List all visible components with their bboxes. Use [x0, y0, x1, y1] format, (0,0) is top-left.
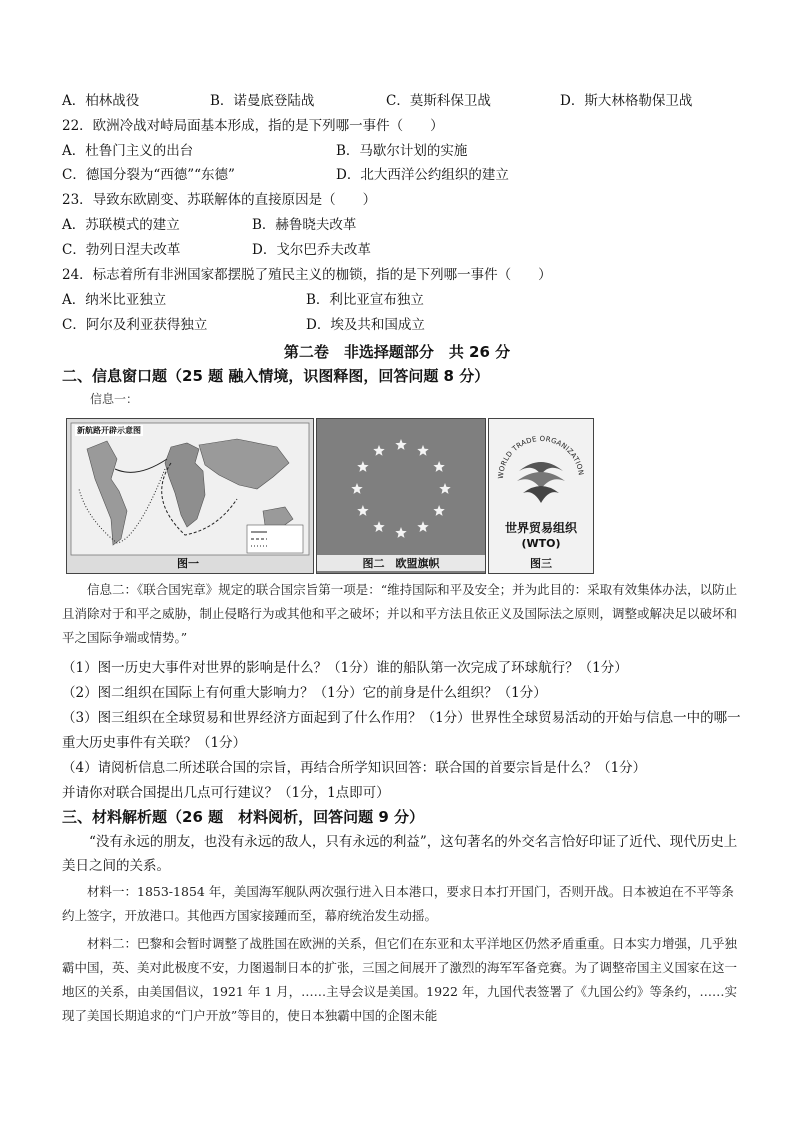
q25-sub-2: （2）图二组织在国际上有何重大影响力？（1分）它的前身是什么组织？（1分） — [62, 685, 547, 701]
figure-1-caption: 图一 — [177, 557, 199, 570]
info2-text: 信息二：《联合国宪章》规定的联合国宗旨第一项是：“维持国际和平及安全；并为此目的：采取有效集体办法，以防止且消除对于和平之威胁，制止侵略行为或其他和平之破坏；并以和平方法且依正义及国际法之原则，调整或解决足以破坏和平之国际争端或情势。” — [62, 582, 738, 645]
q24-option-d: D．埃及共和国成立 — [306, 317, 425, 333]
q21-option-d: D．斯大林格勒保卫战 — [560, 93, 693, 109]
figure-3-caption: 图三 — [530, 557, 552, 570]
material-2: 材料二：巴黎和会暂时调整了战胜国在欧洲的关系，但它们在东亚和太平洋地区仍然矛盾重重。日本实力增强，几乎独霸中国，英、美对此极度不安，力图遏制日本的扩张，三国之间展开了激烈的海军军备竞赛。为了调整帝国主义国家在这一地区的关系，由美国倡议，1921 年 1 月，……主导会议是美国。1922 年，九国代表签署了《九国公约》等条约，……实现了美国长期追求的“门户开放”等目的，使日本独霸中国的企图未能 — [62, 936, 738, 1023]
wto-arc-text: WORLD TRADE ORGANIZATION — [496, 434, 585, 480]
section3-intro: “没有永远的朋友，也没有永远的敌人，只有永远的利益”，这句著名的外交名言恰好印证了近代、现代历史上美日之间的关系。 — [62, 834, 738, 874]
q25-questions — [62, 656, 742, 806]
q21-option-a: A．柏林战役 — [62, 93, 140, 109]
q25-sub-5: 并请你对联合国提出几点可行建议？（1分，1点即可） — [62, 785, 390, 801]
q24-option-a: A．纳米比亚独立 — [62, 292, 167, 308]
q23-option-c: C．勃列日涅夫改革 — [62, 242, 181, 258]
q22-option-b: B．马歇尔计划的实施 — [336, 143, 468, 159]
figure-2-eu-flag — [316, 418, 486, 574]
figure-1-map — [66, 418, 314, 574]
wto-chinese-name: 世界贸易组织 — [504, 521, 577, 535]
figure-3-wto-logo — [488, 418, 594, 574]
q24-option-b: B．利比亚宣布独立 — [306, 292, 424, 308]
q21-option-b: B．诺曼底登陆战 — [210, 93, 315, 109]
world-map-illustration — [67, 419, 313, 573]
q25-sub-3: （3）图三组织在全球贸易和世界经济方面起到了什么作用？（1分）世界性全球贸易活动的开始与信息一中的哪一重大历史事件有关联？（1分） — [62, 710, 741, 751]
q24-stem: 24．标志着所有非洲国家都摆脱了殖民主义的枷锁，指的是下列哪一事件（ ） — [62, 267, 552, 283]
section2-title: 二、信息窗口题（25 题 融入情境，识图释图，回答问题 8 分） — [62, 367, 490, 385]
map-title: 新航路开辟示意图 — [77, 425, 141, 435]
q22-stem: 22．欧洲冷战对峙局面基本形成，指的是下列哪一事件（ ） — [62, 118, 444, 134]
q22-option-a: A．杜鲁门主义的出台 — [62, 143, 194, 159]
q23-option-b: B．赫鲁晓夫改革 — [252, 217, 357, 233]
material-1: 材料一：1853-1854 年，美国海军舰队两次强行进入日本港口，要求日本打开国门，否则开战。日本被迫在不平等条约上签字，开放港口。其他西方国家接踵而至，幕府统治发生动摇。 — [62, 884, 734, 923]
section3-title: 三、材料解析题（26 题 材料阅析，回答问题 9 分） — [62, 808, 424, 826]
figure-2-caption: 图二 欧盟旗帜 — [317, 555, 485, 571]
q22-option-d: D．北大西洋公约组织的建立 — [336, 167, 509, 183]
eu-flag-illustration — [317, 419, 485, 573]
q22-option-c: C．德国分裂为“西德”“东德” — [62, 167, 235, 183]
q23-option-a: A．苏联模式的建立 — [62, 217, 180, 233]
q21-option-c: C．莫斯科保卫战 — [386, 93, 491, 109]
wto-logo-icon — [489, 419, 593, 519]
info1-label: 信息一： — [90, 392, 139, 406]
wto-english-abbr: (WTO) — [521, 537, 561, 550]
q23-stem: 23．导致东欧剧变、苏联解体的直接原因是（ ） — [62, 192, 377, 208]
part2-title: 第二卷 非选择题部分 共 26 分 — [283, 343, 511, 361]
q25-sub-4: （4）请阅析信息二所述联合国的宗旨，再结合所学知识回答：联合国的首要宗旨是什么？（1分） — [62, 760, 647, 776]
q23-option-d: D．戈尔巴乔夫改革 — [252, 242, 371, 258]
q25-sub-1: （1）图一历史大事件对世界的影响是什么？（1分）谁的船队第一次完成了环球航行？（1分） — [62, 660, 628, 676]
q24-option-c: C．阿尔及利亚获得独立 — [62, 317, 208, 333]
